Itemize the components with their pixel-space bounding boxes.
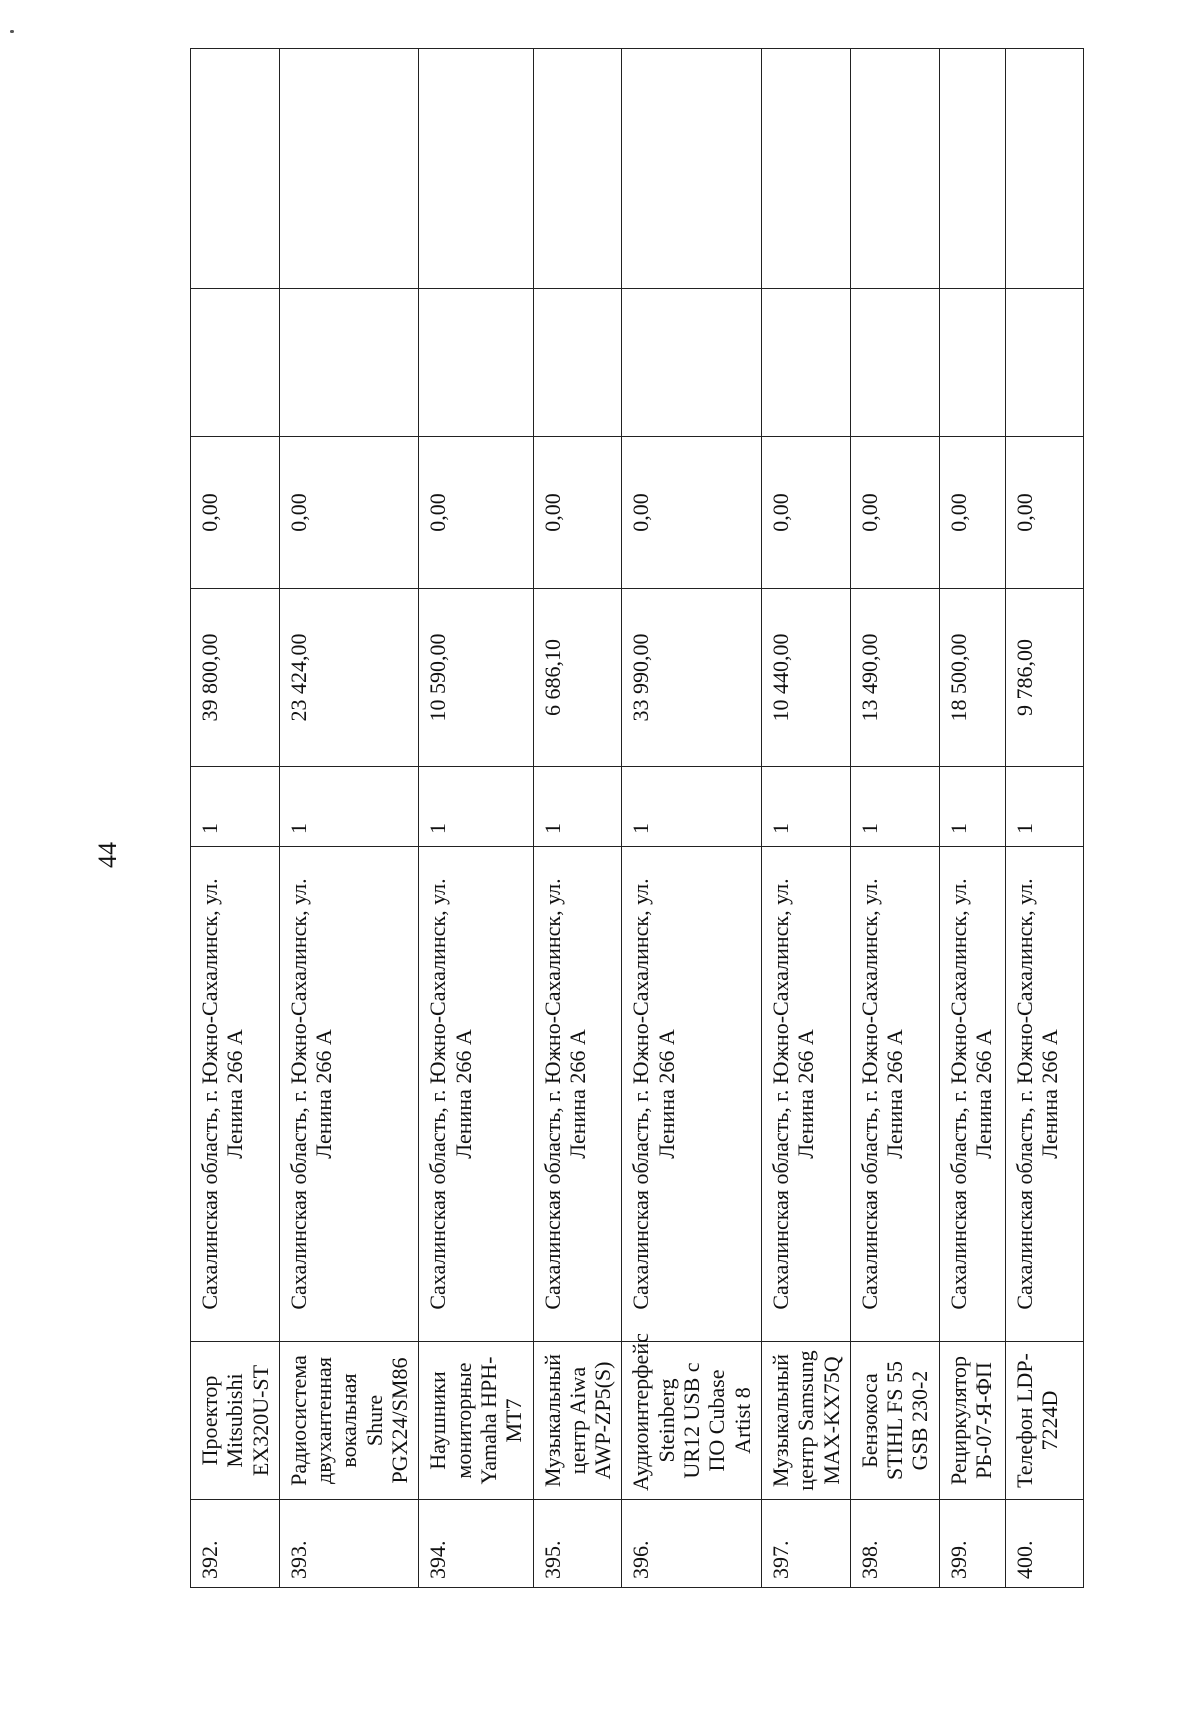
item-address: Сахалинская область, г. Южно-Сахалинск, ул. Ленина 266 А (939, 847, 1005, 1342)
item-name: Музыкальный центр Samsung MAX-KX75Q (761, 1342, 850, 1500)
item-residual-value: 0,00 (419, 437, 533, 589)
page-number: 44 (93, 842, 122, 868)
empty-cell (533, 49, 622, 289)
empty-cell (1005, 49, 1083, 289)
item-name: Проектор Mitsubishi EX320U-ST (191, 1342, 280, 1500)
row-number: 392. (191, 1500, 280, 1588)
item-name: Телефон LDP-7224D (1005, 1342, 1083, 1500)
item-cost: 18 500,00 (939, 589, 1005, 767)
empty-cell (939, 49, 1005, 289)
empty-cell (761, 49, 850, 289)
table-row (939, 49, 1005, 1588)
item-name: Аудиоинтерфейс Steinberg UR12 USB с ПО Cubase Artist 8 (622, 1342, 761, 1500)
item-residual-value: 0,00 (939, 437, 1005, 589)
item-residual-value: 0,00 (191, 437, 280, 589)
item-name: Бензокоса STIHL FS 55 GSB 230-2 (850, 1342, 939, 1500)
item-address: Сахалинская область, г. Южно-Сахалинск, ул. Ленина 266 А (761, 847, 850, 1342)
property-table (190, 48, 1084, 1588)
item-name: Радиосистема двухантенная вокальная Shure PGX24/SM86 (279, 1342, 418, 1500)
row-number: 397. (761, 1500, 850, 1588)
item-cost: 23 424,00 (279, 589, 418, 767)
table-row (850, 49, 939, 1588)
row-number: 398. (850, 1500, 939, 1588)
item-cost: 39 800,00 (191, 589, 280, 767)
item-address: Сахалинская область, г. Южно-Сахалинск, ул. Ленина 266 А (279, 847, 418, 1342)
item-residual-value: 0,00 (1005, 437, 1083, 589)
item-quantity: 1 (850, 767, 939, 847)
empty-cell (622, 289, 761, 437)
item-quantity: 1 (939, 767, 1005, 847)
item-quantity: 1 (761, 767, 850, 847)
item-residual-value: 0,00 (279, 437, 418, 589)
empty-cell (279, 289, 418, 437)
empty-cell (1005, 289, 1083, 437)
table-row (419, 49, 533, 1588)
table-row (191, 49, 280, 1588)
item-address: Сахалинская область, г. Южно-Сахалинск, ул. Ленина 266 А (850, 847, 939, 1342)
item-address: Сахалинская область, г. Южно-Сахалинск, ул. Ленина 266 А (419, 847, 533, 1342)
table-body (191, 49, 1084, 1588)
empty-cell (850, 49, 939, 289)
item-cost: 6 686,10 (533, 589, 622, 767)
empty-cell (419, 49, 533, 289)
row-number: 395. (533, 1500, 622, 1588)
item-quantity: 1 (1005, 767, 1083, 847)
table-row (1005, 49, 1083, 1588)
item-address: Сахалинская область, г. Южно-Сахалинск, ул. Ленина 266 А (533, 847, 622, 1342)
item-quantity: 1 (622, 767, 761, 847)
table-row (533, 49, 622, 1588)
item-residual-value: 0,00 (761, 437, 850, 589)
empty-cell (761, 289, 850, 437)
scan-artifact (10, 30, 14, 33)
row-number: 394. (419, 1500, 533, 1588)
empty-cell (419, 289, 533, 437)
item-quantity: 1 (419, 767, 533, 847)
item-address: Сахалинская область, г. Южно-Сахалинск, ул. Ленина 266 А (622, 847, 761, 1342)
item-quantity: 1 (279, 767, 418, 847)
item-residual-value: 0,00 (533, 437, 622, 589)
item-name: Музыкальный центр Aiwa AWP-ZP5(S) (533, 1342, 622, 1500)
empty-cell (191, 49, 280, 289)
row-number: 396. (622, 1500, 761, 1588)
row-number: 393. (279, 1500, 418, 1588)
item-residual-value: 0,00 (850, 437, 939, 589)
empty-cell (939, 289, 1005, 437)
empty-cell (622, 49, 761, 289)
table-row (279, 49, 418, 1588)
item-cost: 10 440,00 (761, 589, 850, 767)
row-number: 400. (1005, 1500, 1083, 1588)
rotated-table-container (190, 50, 1077, 1588)
item-cost: 33 990,00 (622, 589, 761, 767)
item-quantity: 1 (191, 767, 280, 847)
empty-cell (191, 289, 280, 437)
item-address: Сахалинская область, г. Южно-Сахалинск, ул. Ленина 266 А (1005, 847, 1083, 1342)
item-name: Наушники мониторные Yamaha HPH-MT7 (419, 1342, 533, 1500)
empty-cell (533, 289, 622, 437)
item-name: Рециркулятор РБ-07-Я-ФП (939, 1342, 1005, 1500)
item-cost: 10 590,00 (419, 589, 533, 767)
empty-cell (850, 289, 939, 437)
row-number: 399. (939, 1500, 1005, 1588)
item-cost: 9 786,00 (1005, 589, 1083, 767)
table-row (622, 49, 761, 1588)
item-residual-value: 0,00 (622, 437, 761, 589)
item-cost: 13 490,00 (850, 589, 939, 767)
table-row (761, 49, 850, 1588)
item-quantity: 1 (533, 767, 622, 847)
empty-cell (279, 49, 418, 289)
item-address: Сахалинская область, г. Южно-Сахалинск, ул. Ленина 266 А (191, 847, 280, 1342)
